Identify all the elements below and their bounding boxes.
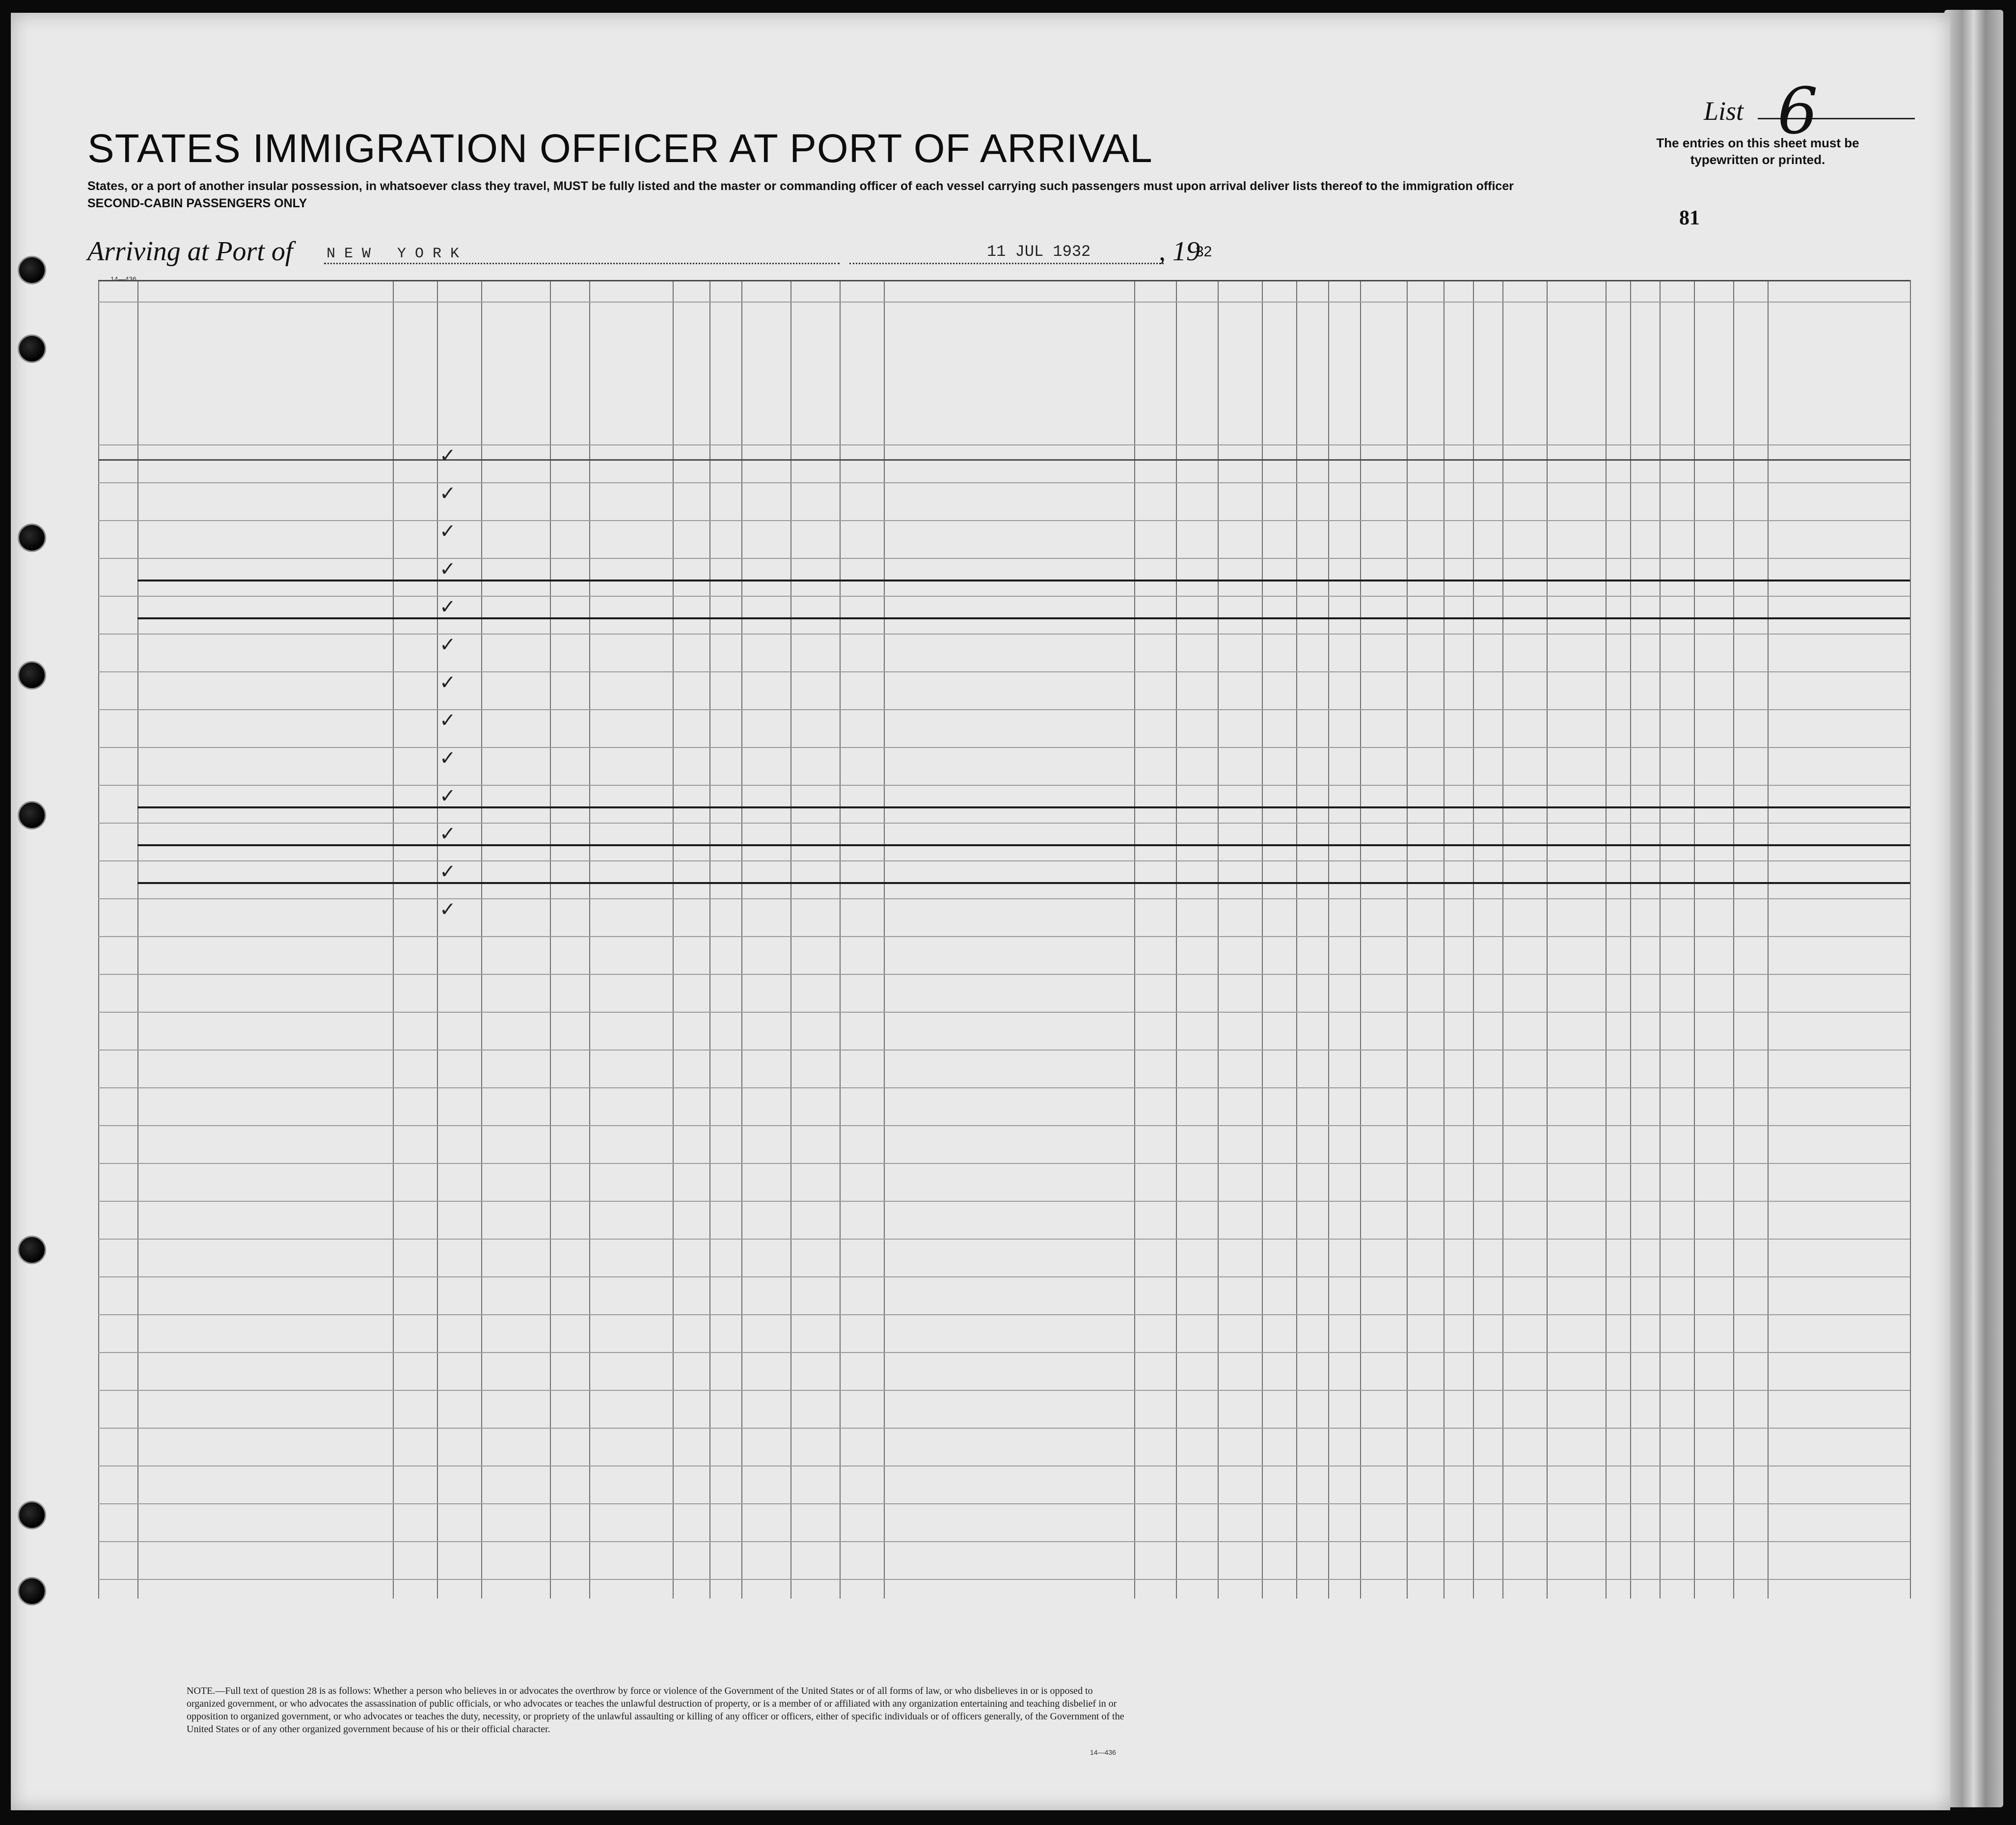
grid-vline [1134,280,1135,1599]
binder-hole [18,256,46,284]
grid-hline [98,1352,1910,1353]
grid-hline [98,974,1910,975]
grid-hline [98,785,1910,786]
grid-hline [98,596,1910,597]
grid-hline [98,709,1910,710]
column-number [1502,280,1547,302]
grid-hline [98,1050,1910,1051]
grid-hline [98,1390,1910,1391]
header-polygamist [1300,339,1325,454]
grid-vline [1547,280,1548,1599]
grid-vline [137,280,138,1599]
port-line [324,263,840,264]
destination-check-mark: ✓ [439,482,456,505]
column-number [137,280,393,302]
grid-hline [98,747,1910,748]
grid-vline [1768,280,1769,1599]
column-number [1473,280,1502,302]
grid-hline [98,482,1910,483]
column-number [1407,280,1444,302]
header-intends-return [1137,339,1173,454]
arriving-label: Arriving at Port of [87,236,293,267]
grid-hline [98,459,1910,461]
grid-vline [1407,280,1408,1599]
header-anarchist [1332,339,1356,454]
grid-hline [98,558,1910,559]
grid-vline [437,280,438,1599]
grid-vline [589,280,590,1599]
header-overthrow [1364,339,1403,454]
grid-hline [98,1087,1910,1088]
grid-hline [98,634,1910,635]
grid-hline [98,1314,1910,1315]
binder-hole [18,334,46,363]
grid-hline [98,860,1910,861]
strike-through-line [137,806,1910,808]
port-value: NEW YORK [327,246,468,262]
grid-vline [840,280,841,1599]
destination-check-mark: ✓ [439,709,456,732]
grid-vline [1360,280,1361,1599]
column-number [673,280,709,302]
grid-vline [741,280,742,1599]
destination-check-mark: ✓ [439,596,456,618]
destination-check-mark: ✓ [439,634,456,656]
column-number [1444,280,1473,302]
column-number [1660,280,1694,302]
strike-through-line [137,882,1910,884]
destination-check-mark: ✓ [439,860,456,883]
grid-hline [98,1163,1910,1164]
page-number: 81 [1679,207,1700,229]
grid-hline [98,898,1910,899]
arrival-date: 11 JUL 1932 [987,243,1091,261]
grid-hline [98,1239,1910,1240]
form-number: 14—436 [110,275,136,283]
grid-hline [98,1276,1910,1277]
grid-vline [1502,280,1503,1599]
grid-vline [884,280,885,1599]
column-number [1606,280,1660,302]
header-ticket [554,339,585,454]
grid-hline [98,1503,1910,1504]
grid-hline [98,1579,1910,1580]
footnote: NOTE.—Full text of question 28 is as follows: Whether a person who believes in or advocates the overthrow by force or violence of the Government of the United States or of all forms of law, or who disbelieves in or is opposed to organized government, or who advocates the assassination of public officials, or who advocates or teaches the unlawful destruction of property, or is a member of or affiliated with any organization entertaining and teaching disbelief in or opposition to organized government, or who advocates or teaches the duty, necessity, or propriety of the unlawful assaulting or killing of any officer or officers, either of specific individuals or of officers generally, of the Government of the United States or of any other organized government because of his or their official character. [187,1686,1124,1735]
grid-vline [790,280,791,1599]
column-number [393,280,550,302]
footnote-form-number: 14—436 [1090,1748,1116,1756]
grid-hline [98,520,1910,521]
grid-hline [98,1201,1910,1202]
grid-vline [1660,280,1661,1599]
manifest-table [98,280,1910,1680]
grid-vline [550,280,551,1599]
strike-through-line [137,844,1910,846]
grid-hline [98,302,1910,303]
destination-check-mark: ✓ [439,747,456,770]
column-number [550,280,589,302]
grid-vline [1473,280,1474,1599]
grid-hline [98,1125,1910,1126]
binder-hole [18,661,46,690]
grid-vline [1694,280,1695,1599]
grid-vline [1296,280,1297,1599]
column-number [98,280,137,302]
column-number [1328,280,1360,302]
date-line [849,263,1164,264]
grid-vline [1328,280,1329,1599]
grid-vline [673,280,674,1599]
list-label: List [1704,96,1744,126]
column-number [709,280,884,302]
grid-vline [709,280,710,1599]
grid-vline [1176,280,1177,1599]
grid-hline [98,444,1910,445]
grid-vline [1606,280,1607,1599]
destination-check-mark: ✓ [439,520,456,543]
strike-through-line [137,617,1910,619]
destination-check-mark: ✓ [439,558,456,581]
header-labor-offer [1410,339,1441,454]
page-title: STATES IMMIGRATION OFFICER AT PORT OF ARRIVAL [87,126,1153,171]
destination-check-mark: ✓ [439,444,456,467]
column-number [1134,280,1262,302]
destination-check-mark: ✓ [439,898,456,921]
grid-hline [98,1428,1910,1429]
column-number [1547,280,1606,302]
year-suffix: 32 [1196,244,1212,260]
header-length-stay [1178,339,1215,454]
destination-check-mark: ✓ [439,785,456,807]
grid-vline [1910,280,1911,1599]
binder-hole [18,801,46,830]
grid-vline [1733,280,1734,1599]
grid-hline [98,1541,1910,1542]
grid-vline [1218,280,1219,1599]
header-money [678,339,705,454]
paper-stack-edge [1944,10,2003,1807]
column-number [589,280,673,302]
grid-vline [98,280,99,1599]
destination-check-mark: ✓ [439,671,456,694]
entries-note: The entries on this sheet must be typewritten or printed. [1656,136,1859,167]
destination-check-mark: ✓ [439,823,456,845]
column-number [1360,280,1407,302]
column-number [1768,280,1910,302]
grid-vline [393,280,394,1599]
strike-through-line [137,580,1910,581]
binder-hole [18,1236,46,1264]
grid-hline [98,936,1910,937]
header-become-citizen [1222,339,1258,454]
column-number [1262,280,1296,302]
binder-hole [18,1577,46,1605]
grid-vline [1630,280,1631,1599]
column-number [1694,280,1768,302]
header-arrested [1476,339,1499,454]
header-excluded [1446,339,1470,454]
binder-hole [18,524,46,552]
grid-hline [98,671,1910,672]
binder-hole [18,1501,46,1529]
column-number [1296,280,1328,302]
column-number [884,280,1134,302]
grid-hline [98,1012,1910,1013]
grid-hline [98,823,1910,824]
page-subtitle: States, or a port of another insular possession, in whatsoever class they travel, MUST be fully listed and the master or commanding officer of each vessel carrying such passengers must upon arrival deliver lists thereof to the immigration officer [87,179,1514,193]
year-prefix: , 19 [1159,236,1200,267]
grid-vline [1262,280,1263,1599]
list-number: 6 [1777,74,1818,148]
grid-vline [481,280,482,1599]
class-line: SECOND-CABIN PASSENGERS ONLY [87,196,307,210]
header-prison [1264,339,1294,454]
